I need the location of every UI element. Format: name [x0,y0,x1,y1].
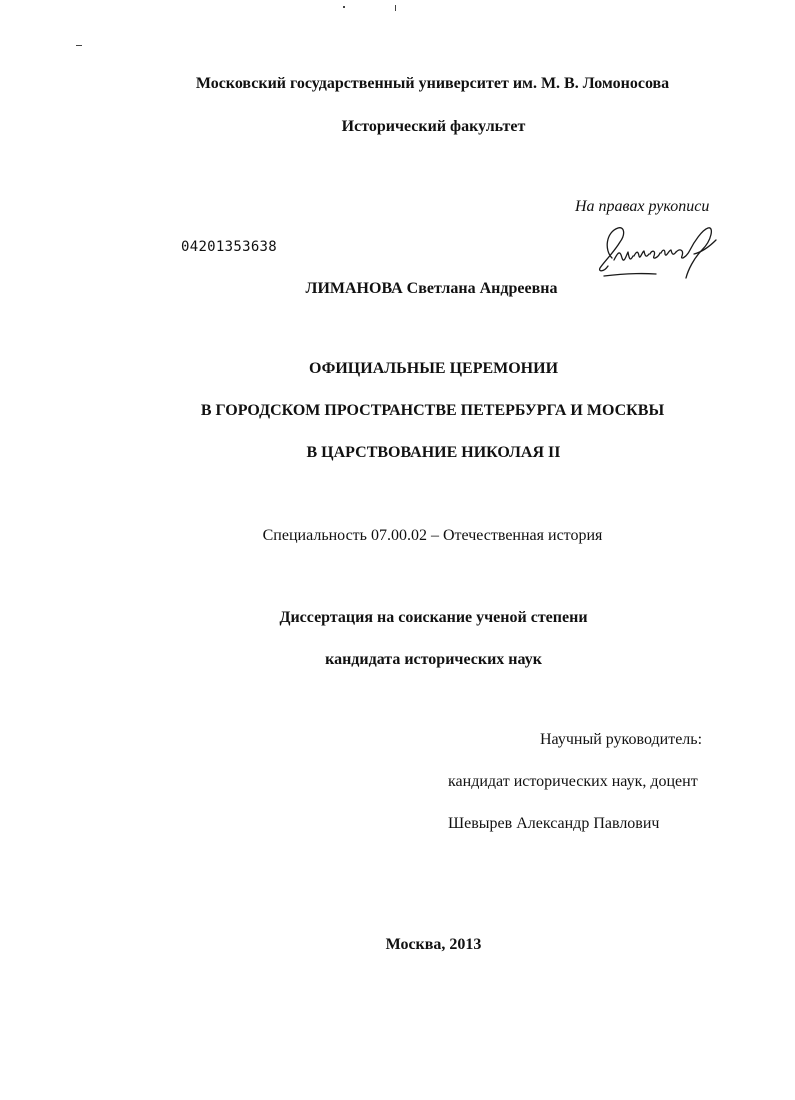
registration-number: 04201353638 [181,239,278,255]
supervisor-degree: кандидат исторических наук, доцент [448,773,698,790]
dissertation-title-line-1: ОФИЦИАЛЬНЫЕ ЦЕРЕМОНИИ [308,360,559,377]
faculty-name: Исторический факультет [341,118,526,135]
specialty: Специальность 07.00.02 – Отечественная история [262,527,603,544]
author-name: ЛИМАНОВА Светлана Андреевна [305,280,558,297]
degree-statement-line-1: Диссертация на соискание ученой степени [279,609,588,626]
scan-speck-top-2 [395,5,396,11]
dissertation-title-line-3: В ЦАРСТВОВАНИЕ НИКОЛАЯ II [306,444,561,461]
city-year: Москва, 2013 [385,936,482,953]
manuscript-note: На правах рукописи [575,198,710,215]
scan-speck-top [343,6,345,8]
supervisor-name: Шевырев Александр Павлович [448,815,660,832]
university-name: Московский государственный университет им. М. В. Ломоносова [195,75,670,92]
dissertation-title-line-2: В ГОРОДСКОМ ПРОСТРАНСТВЕ ПЕТЕРБУРГА И МОСКВЫ [200,402,665,419]
scan-speck-left [76,45,82,46]
degree-statement-line-2: кандидата исторических наук [325,651,542,668]
supervisor-label: Научный руководитель: [540,731,703,748]
